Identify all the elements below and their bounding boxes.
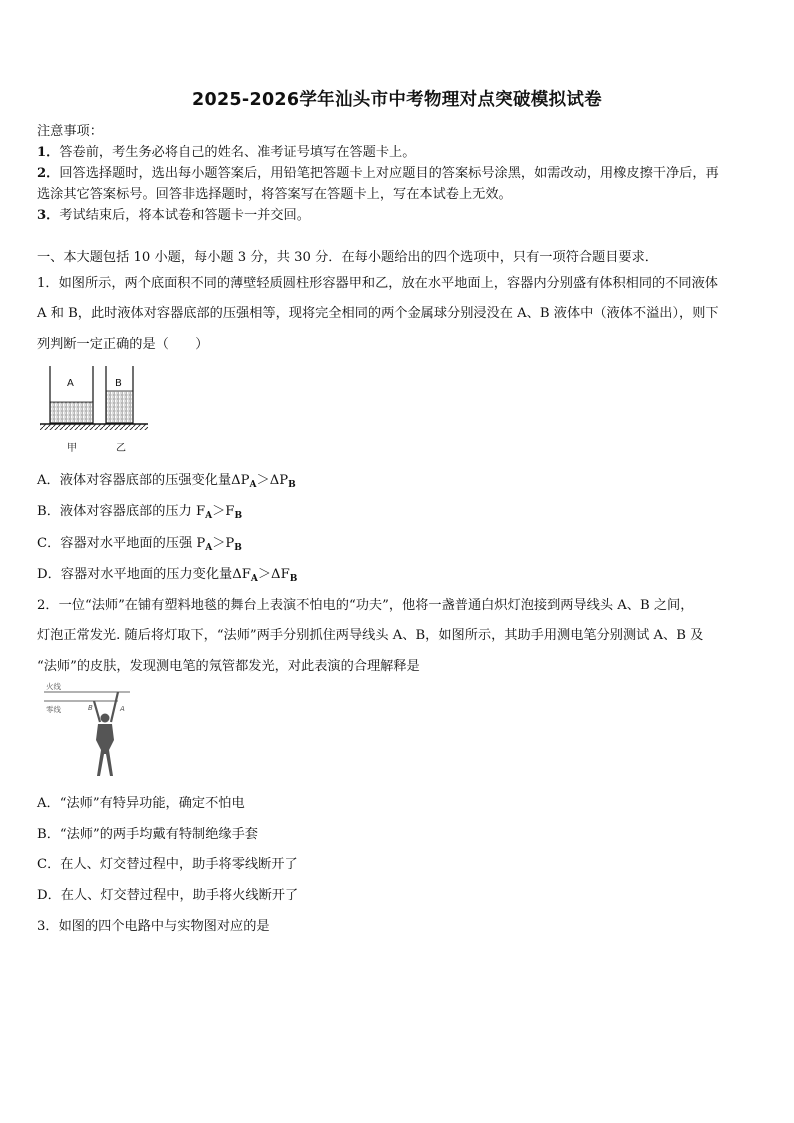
q1-option-d: D．容器对水平地面的压力变化量$\Delta F_A>\Delta F_B$ [37,567,298,584]
notice-item-2-cont: 选涂其它答案标号。回答非选择题时，将答案写在答题卡上，写在本试卷上无效。 [37,187,512,202]
label-yi: 乙 [116,443,126,454]
live-wire-label: 火线 [46,682,61,691]
container-yi-liquid [106,391,133,423]
q1-option-a: A．液体对容器底部的压强变化量$\Delta P_A>\Delta P_B$ [37,473,296,490]
container-jia-liquid [50,402,93,423]
q2-option-d: D．在人、灯交替过程中，助手将火线断开了 [37,888,299,903]
notice-item-3: 3．考试结束后，将本试卷和答题卡一并交回。 [37,208,310,223]
q2-performer-figure [40,678,132,780]
q1-line-2: A 和 B，此时液体对容器底部的压强相等，现将完全相同的两个金属球分别浸没在 A、B 液体中（液体不溢出），则下 [37,306,719,321]
q1-line-1: 1．如图所示，两个底面积不同的薄壁轻质圆柱形容器甲和乙，放在水平地面上，容器内分别盛有体积相同的不同液体 [37,276,718,291]
q1-containers-figure [38,362,152,458]
label-b: B [115,378,122,389]
notice-item-2: 2．回答选择题时，选出每小题答案后，用铅笔把答题卡上对应题目的答案标号涂黑，如需改动，用橡皮擦干净后，再 [37,166,719,181]
q2-option-a: A．“法师”有特异功能，确定不怕电 [37,796,245,811]
label-a: A [67,378,74,389]
page-title: 2025-2026学年汕头市中考物理对点突破模拟试卷 [192,90,602,110]
q2-line-3: “法师”的皮肤，发现测电笔的氖管都发光，对此表演的合理解释是 [37,659,420,674]
q2-option-c: C．在人、灯交替过程中，助手将零线断开了 [37,857,298,872]
q1-option-c: C．容器对水平地面的压强 $P_A>P_B$ [37,536,242,553]
notice-item-1: 1．答卷前，考生务必将自己的姓名、准考证号填写在答题卡上。 [37,145,416,160]
terminal-a-label: A [120,705,125,713]
performer-silhouette [94,692,118,776]
q2-line-2: 灯泡正常发光. 随后将灯取下，“法师”两手分别抓住两导线头 A、B，如图所示，其助手用测电笔分别测试 A、B 及 [37,628,704,643]
q3-line-1: 3．如图的四个电路中与实物图对应的是 [37,919,270,934]
terminal-b-label: B [88,704,93,712]
label-jia: 甲 [67,443,77,454]
ground-hatch [40,424,148,430]
section-heading: 一、本大题包括 10 小题，每小题 3 分，共 30 分．在每小题给出的四个选项中，只有一项符合题目要求． [37,250,658,265]
q2-option-b: B．“法师”的两手均戴有特制绝缘手套 [37,827,258,842]
q2-line-1: 2．一位“法师”在铺有塑料地毯的舞台上表演不怕电的“功夫”，他将一盏普通白炽灯泡接到两导线头 A、B 之间， [37,598,694,613]
notice-heading: 注意事项： [37,124,103,139]
q1-line-3: 列判断一定正确的是（ ） [37,337,209,352]
q1-option-b: B．液体对容器底部的压力 $F_A>F_B$ [37,504,243,521]
neutral-wire-label: 零线 [46,705,61,714]
